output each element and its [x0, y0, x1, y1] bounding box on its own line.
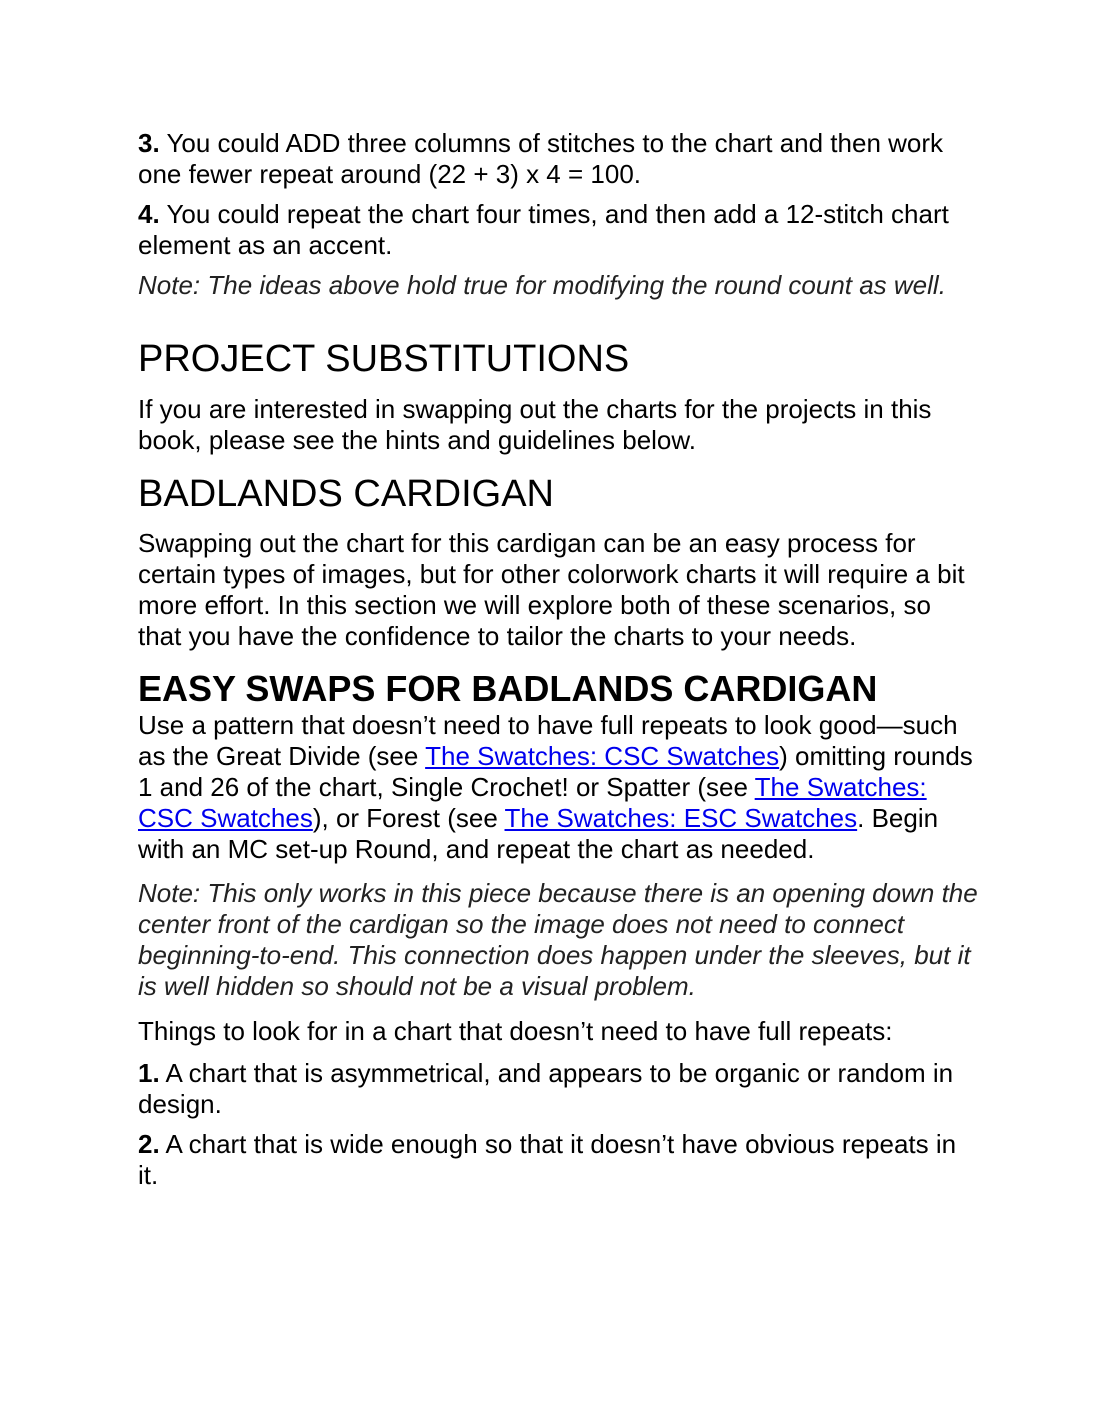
project-substitutions-body: If you are interested in swapping out the charts for the projects in this book, please see the hints and guidelines below.: [138, 394, 932, 455]
page-content: [138, 128, 978, 1191]
easy-swaps-body: [138, 710, 978, 865]
easy-swaps-text-3: ), or Forest (see: [312, 803, 505, 833]
heading-badlands-cardigan: BADLANDS CARDIGAN: [138, 473, 554, 515]
link-csc-swatches[interactable]: The Swatches: CSC Swatches: [425, 741, 780, 771]
list-number: 3.: [138, 128, 160, 158]
list-text: You could repeat the chart four times, and then add a 12-stitch chart element as an accent.: [138, 199, 949, 260]
list-item-2: [138, 1129, 978, 1191]
heading-easy-swaps: EASY SWAPS FOR BADLANDS CARDIGAN: [138, 668, 878, 709]
list-number: 1.: [138, 1058, 160, 1088]
things-to-look-for: Things to look for in a chart that doesn’t need to have full repeats:: [138, 1016, 893, 1046]
link-csc-swatches-2[interactable]: The Swatches: CSC Swatches: [138, 772, 927, 833]
list-item-3: [138, 128, 978, 190]
list-text: A chart that is asymmetrical, and appears to be organic or random in design.: [138, 1058, 954, 1119]
note-round-count: Note: The ideas above hold true for modifying the round count as well.: [138, 270, 946, 300]
list-text: You could ADD three columns of stitches to the chart and then work one fewer repeat around (22 + 3) x 4 = 100.: [138, 128, 944, 189]
list-text: A chart that is wide enough so that it doesn’t have obvious repeats in it.: [138, 1129, 957, 1190]
badlands-body: Swapping out the chart for this cardigan can be an easy process for certain types of images, but for other colorwork charts it will require a bit more effort. In this section we will explore both of these scenarios, so that you have the confidence to tailor the charts to your needs.: [138, 528, 965, 651]
list-item-1: [138, 1058, 978, 1120]
easy-swaps-text-1: Use a pattern that doesn’t need to have full repeats to look good—such as the Great Divide (see: [138, 710, 958, 771]
easy-swaps-text-2: ) omitting rounds 1 and 26 of the chart, Single Crochet! or Spatter (see: [138, 741, 973, 802]
list-number: 4.: [138, 199, 160, 229]
heading-project-substitutions: PROJECT SUBSTITUTIONS: [138, 338, 630, 380]
list-item-4: [138, 199, 978, 261]
list-number: 2.: [138, 1129, 160, 1159]
note-cardigan-opening: Note: This only works in this piece because there is an opening down the center front of the cardigan so the image does not need to connect beginning-to-end. This connection does happen under the sleeves, but it is well hidden so should not be a visual problem.: [138, 878, 978, 1001]
easy-swaps-text-4: . Begin with an MC set-up Round, and repeat the chart as needed.: [138, 803, 939, 864]
link-esc-swatches[interactable]: The Swatches: ESC Swatches: [504, 803, 858, 833]
